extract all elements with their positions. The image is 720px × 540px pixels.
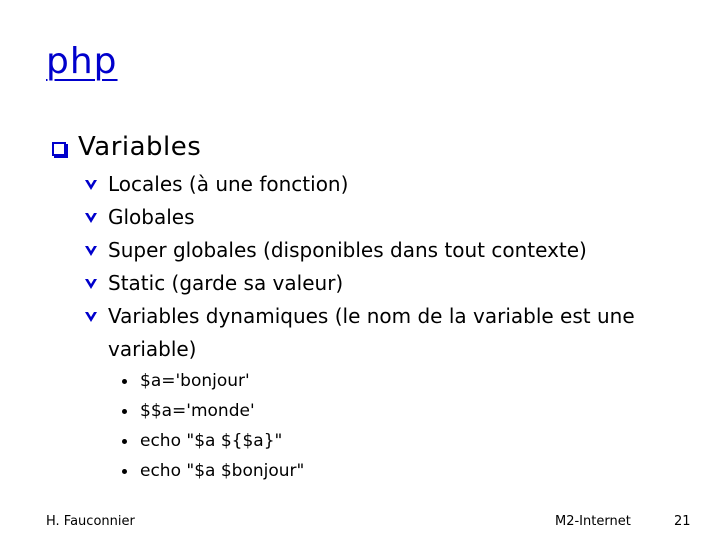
example-item	[122, 366, 304, 396]
code-example: echo "$a ${$a}"	[140, 431, 283, 451]
slide-title: php	[46, 41, 118, 82]
code-example: $a='bonjour'	[140, 371, 250, 391]
list-item	[84, 234, 668, 267]
example-list	[122, 366, 304, 486]
heading-bullet-row	[52, 130, 201, 164]
list-item-text: Variables dynamiques (le nom de la variable est une variable)	[108, 304, 635, 361]
code-example: $$a='monde'	[140, 401, 255, 421]
list-item	[84, 168, 668, 201]
diamond-bullet-icon	[84, 276, 98, 290]
list-item	[84, 201, 668, 234]
dot-bullet-icon	[122, 469, 127, 474]
square-bullet-icon	[52, 142, 66, 156]
list-item-text: Super globales (disponibles dans tout contexte)	[108, 238, 587, 262]
footer-author: H. Fauconnier	[46, 514, 135, 529]
diamond-bullet-icon	[84, 177, 98, 191]
example-item	[122, 396, 304, 426]
list-item-text: Static (garde sa valeur)	[108, 271, 344, 295]
example-item	[122, 426, 304, 456]
section-heading: Variables	[78, 132, 202, 162]
page-number: 21	[674, 514, 691, 529]
list-item	[84, 300, 668, 366]
list-item	[84, 267, 668, 300]
dot-bullet-icon	[122, 439, 127, 444]
diamond-bullet-icon	[84, 210, 98, 224]
dot-bullet-icon	[122, 409, 127, 414]
footer-course: M2-Internet	[555, 514, 631, 529]
bullet-list	[84, 168, 668, 366]
list-item-text: Globales	[108, 205, 195, 229]
diamond-bullet-icon	[84, 309, 98, 323]
diamond-bullet-icon	[84, 243, 98, 257]
dot-bullet-icon	[122, 379, 127, 384]
example-item	[122, 456, 304, 486]
code-example: echo "$a $bonjour"	[140, 461, 305, 481]
list-item-text: Locales (à une fonction)	[108, 172, 349, 196]
